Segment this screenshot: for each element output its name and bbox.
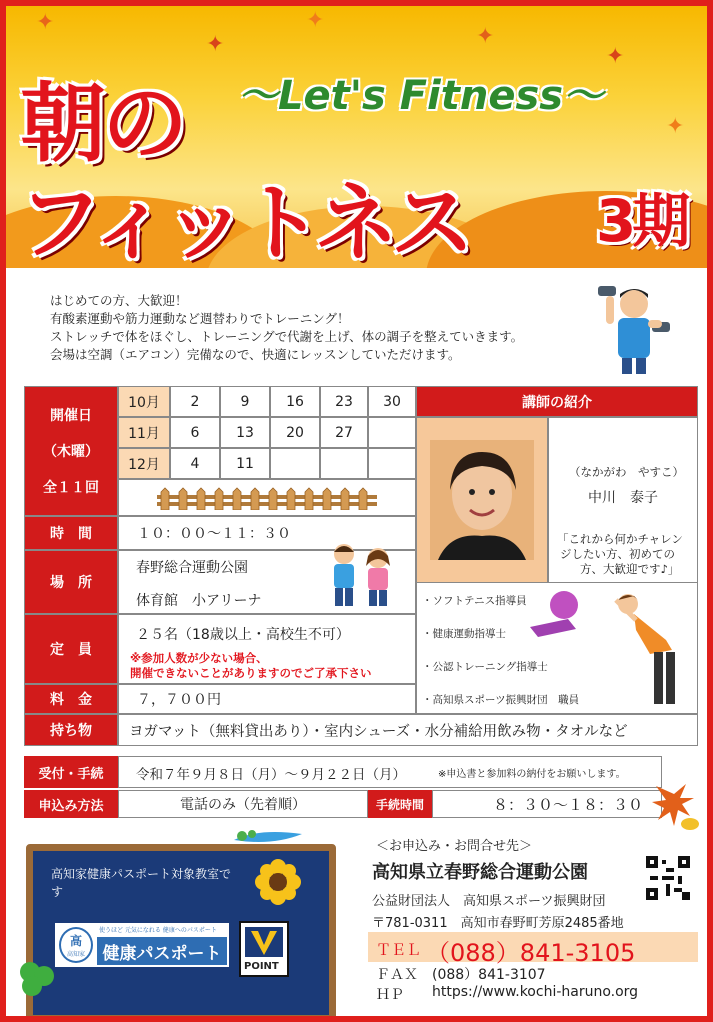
maple-leaf-icon: ✦	[606, 44, 625, 69]
maple-leaf-icon: ✦	[666, 114, 685, 139]
fence-icon	[157, 486, 377, 510]
date-cell: 13	[220, 417, 270, 448]
reception-label: 受付・手続	[24, 756, 118, 788]
contact-heading: ＜お申込み・お問合せ先＞	[376, 839, 533, 854]
date-cell: 9	[220, 386, 270, 417]
kids-illustration	[324, 542, 400, 608]
clover-decoration	[12, 958, 62, 1000]
instructor-reading: （なかがわ やすこ）	[569, 465, 684, 479]
health-passport-logo	[53, 921, 231, 969]
tel-number[interactable]: （088）841-3105	[426, 939, 636, 967]
date-cell: 11	[220, 448, 270, 479]
capacity-note-2: 開催できないことがありますのでご了承下さい	[130, 666, 372, 680]
reception-note: ※申込書と参加料の納付をお願いします。	[438, 769, 626, 780]
kochi-mark: 高	[69, 934, 82, 948]
contact-corp: 公益財団法人 高知県スポーツ振興財団	[372, 894, 606, 909]
passport-tagline: 使うほど 元気になれる 健康へのパスポート	[99, 927, 217, 934]
instructor-message-1: 「これから何かチャレン	[557, 532, 683, 546]
capacity-value: ２５名（18歳以上・高校生不可）	[136, 627, 350, 643]
intro-line: はじめての方、大歓迎！	[50, 293, 188, 308]
contact-address: 〒781-0311 高知市春野町芳原2485番地	[372, 916, 624, 931]
date-cell: 2	[170, 386, 220, 417]
date-cell: 16	[270, 386, 320, 417]
date-cell: 4	[170, 448, 220, 479]
maple-leaf-icon: ✦	[476, 24, 495, 49]
yoga-mat-illustration	[528, 589, 584, 639]
place-label: 場 所	[24, 550, 118, 614]
contact-org: 高知県立春野総合運動公園	[372, 862, 588, 883]
instructor-name: 中川 泰子	[588, 490, 658, 506]
point-label: POINT	[244, 961, 279, 972]
date-cell	[368, 417, 416, 448]
date-cell: 6	[170, 417, 220, 448]
sunflower-icon	[255, 859, 301, 905]
dumbbell-man-illustration	[596, 280, 674, 376]
title-fitness: フィットネス	[18, 174, 467, 268]
instructor-photo	[430, 440, 534, 560]
schedule-label	[24, 386, 118, 516]
kochi-mark-icon	[59, 927, 93, 963]
intro-line: 会場は空調（エアコン）完備なので、快適にレッスンしていただけます。	[50, 347, 461, 362]
fee-label: 料 金	[24, 684, 118, 714]
month-cell: 12月	[118, 448, 170, 479]
items-value: ヨガマット（無料貸出あり）・室内シューズ・水分補給用飲み物・タオルなど	[118, 714, 698, 746]
time-value: １０：００～１１：３０	[118, 516, 416, 550]
date-cell: 20	[270, 417, 320, 448]
point-logo	[239, 921, 289, 977]
method-label: 申込み方法	[24, 790, 118, 818]
date-cell: 23	[320, 386, 368, 417]
header-banner	[6, 6, 707, 268]
qualification-item: ・高知県スポーツ振興財団 職員	[422, 694, 580, 706]
hp-label: ＨＰ	[376, 987, 404, 1003]
date-cell	[320, 448, 368, 479]
subtitle-lets-fitness: ～Let's Fitness～	[238, 73, 604, 119]
date-cell: 27	[320, 417, 368, 448]
time-label: 時 間	[24, 516, 118, 550]
date-cell: 30	[368, 386, 416, 417]
method-value: 電話のみ（先着順）	[118, 790, 368, 818]
capacity-note-1: ※参加人数が少ない場合、	[130, 651, 268, 665]
maple-leaf-icon: ✦	[206, 32, 225, 57]
date-cell	[270, 448, 320, 479]
fee-value: ７，７００円	[118, 684, 416, 714]
qr-code-icon	[646, 856, 690, 900]
instructor-heading: 講師の紹介	[416, 386, 698, 417]
fax-number: ＦＡＸ (088）841-3107	[376, 967, 546, 983]
place-value-1: 春野総合運動公園	[136, 560, 248, 576]
hp-url[interactable]: https://www.kochi-haruno.org	[432, 984, 639, 1000]
intro-line: 有酸素運動や筋力運動など週替わりでトレーニング！	[50, 311, 350, 326]
qualification-item: ・ソフトテニス指導員	[422, 595, 527, 607]
passport-board	[26, 844, 336, 1022]
place-value-2: 体育館 小アリーナ	[136, 593, 262, 609]
autumn-leaves-decoration	[646, 776, 702, 836]
term-label: 3期	[596, 187, 687, 255]
hours-value: ８：３０～１８：３０	[432, 790, 662, 818]
tel-box	[368, 932, 698, 967]
schedule-label-weekday: （木曜）	[43, 444, 99, 460]
qr-code[interactable]	[646, 856, 690, 900]
date-cell	[368, 448, 416, 479]
schedule-label-count: 全１１回	[43, 480, 99, 496]
qualification-item: ・公認トレーニング指導士	[422, 661, 548, 673]
qualification-item: ・健康運動指導士	[422, 628, 506, 640]
passport-title: 健康パスポート	[97, 937, 227, 965]
board-text-1: 高知家健康パスポート対象教室で	[51, 867, 232, 881]
fence-row	[118, 479, 416, 516]
maple-leaf-icon: ✦	[306, 8, 325, 33]
maple-leaf-icon: ✦	[36, 10, 55, 35]
instructor-message-2: ジしたい方、初めての	[560, 547, 675, 561]
schedule-label-day: 開催日	[50, 408, 92, 424]
instructor-message-3: 方、大歓迎です♪」	[580, 562, 680, 576]
v-point-icon	[241, 925, 287, 959]
tel-label: ＴＥＬ	[376, 941, 422, 959]
stretching-woman-illustration	[606, 590, 692, 708]
capacity-label: 定 員	[24, 614, 118, 684]
hours-label: 手続時間	[368, 790, 432, 818]
intro-text	[50, 292, 523, 364]
month-cell: 11月	[118, 417, 170, 448]
month-cell: 10月	[118, 386, 170, 417]
intro-line: ストレッチで体をほぐし、トレーニングで代謝を上げ、体の調子を整えていきます。	[50, 329, 524, 344]
title-asa: 朝の	[20, 74, 184, 174]
instructor-photo-frame	[416, 417, 548, 583]
items-label: 持ち物	[24, 714, 118, 746]
board-text-2: す	[51, 885, 64, 899]
kochi-mark-sub: 高知家	[66, 951, 85, 958]
reception-value: 令和７年９月８日（月）～９月２２日（月）	[136, 767, 406, 783]
